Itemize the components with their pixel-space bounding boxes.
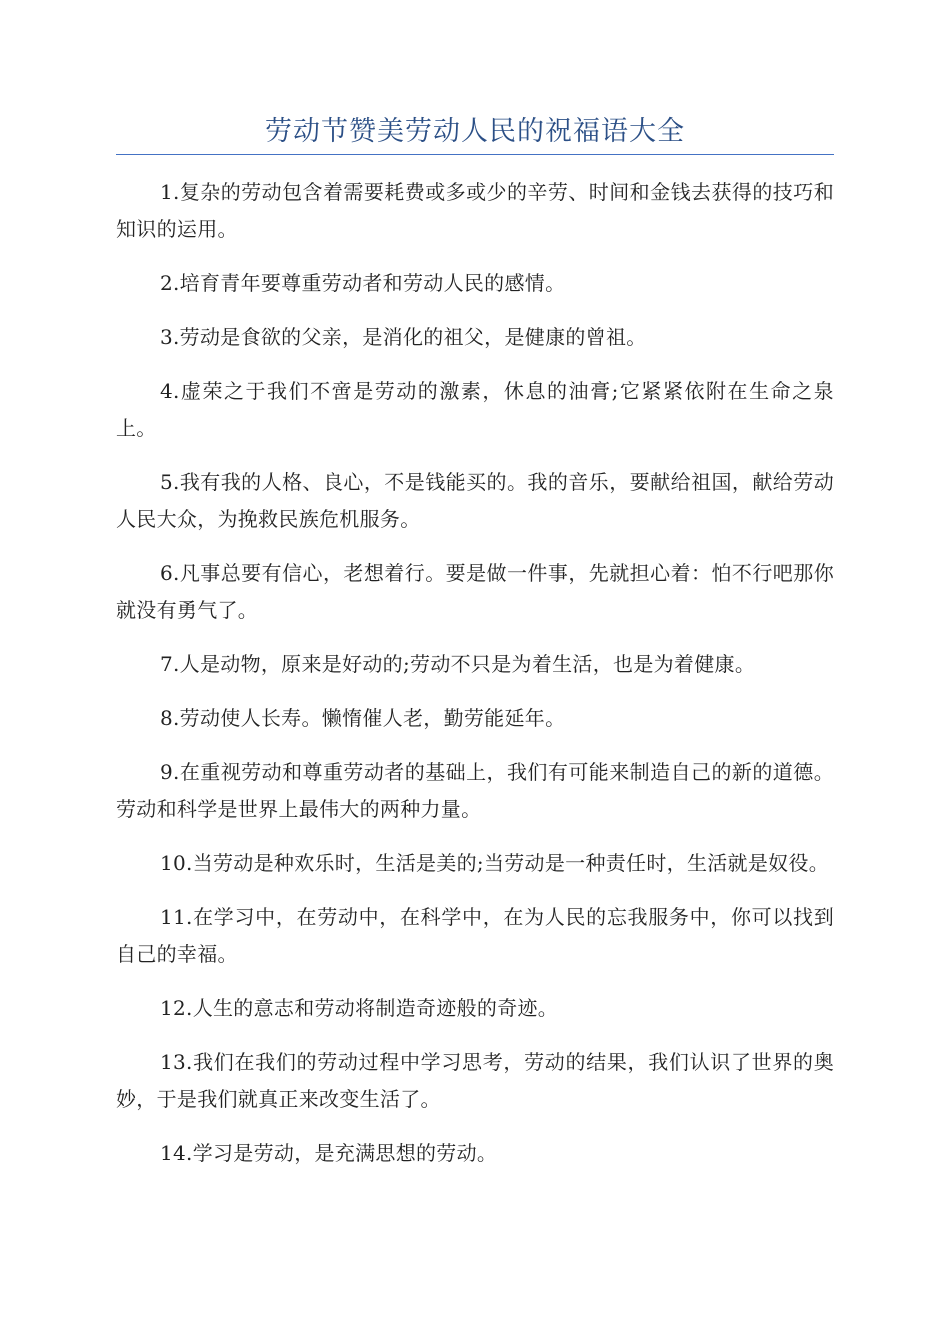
paragraph-6: 6.凡事总要有信心，老想着行。要是做一件事，先就担心着：怕不行吧那你就没有勇气了。 [116, 561, 834, 622]
paragraph-14: 14.学习是劳动，是充满思想的劳动。 [160, 1141, 498, 1165]
paragraph-5: 5.我有我的人格、良心，不是钱能买的。我的音乐，要献给祖国，献给劳动人民大众，为挽救民族危机服务。 [116, 470, 834, 531]
paragraph-4: 4.虚荣之于我们不啻是劳动的激素，休息的油膏;它紧紧依附在生命之泉上。 [116, 379, 834, 440]
title-underline [116, 154, 834, 155]
paragraph-11: 11.在学习中，在劳动中，在科学中，在为人民的忘我服务中，你可以找到自己的幸福。 [116, 905, 834, 966]
paragraph-3: 3.劳动是食欲的父亲，是消化的祖父，是健康的曾祖。 [160, 325, 647, 349]
paragraph-1: 1.复杂的劳动包含着需要耗费或多或少的辛劳、时间和金钱去获得的技巧和知识的运用。 [116, 180, 834, 241]
paragraph-10: 10.当劳动是种欢乐时，生活是美的;当劳动是一种责任时，生活就是奴役。 [160, 851, 830, 875]
document-body [116, 174, 834, 1189]
paragraph-7: 7.人是动物，原来是好动的;劳动不只是为着生活，也是为着健康。 [160, 652, 756, 676]
paragraph-9: 9.在重视劳动和尊重劳动者的基础上，我们有可能来制造自己的新的道德。劳动和科学是世界上最伟大的两种力量。 [116, 760, 834, 821]
page-title: 劳动节赞美劳动人民的祝福语大全 [265, 116, 685, 147]
paragraph-2: 2.培育青年要尊重劳动者和劳动人民的感情。 [160, 271, 566, 295]
paragraph-8: 8.劳动使人长寿。懒惰催人老，勤劳能延年。 [160, 706, 566, 730]
paragraph-12: 12.人生的意志和劳动将制造奇迹般的奇迹。 [160, 996, 559, 1020]
paragraph-13: 13.我们在我们的劳动过程中学习思考，劳动的结果，我们认识了世界的奥妙，于是我们就真正来改变生活了。 [116, 1050, 834, 1111]
